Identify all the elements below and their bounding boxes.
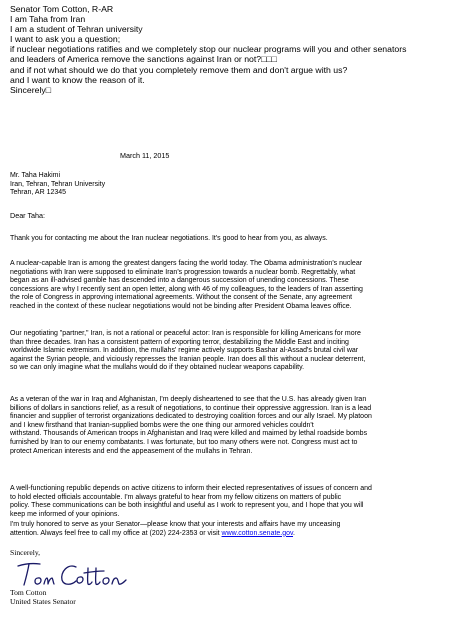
body-paragraph xyxy=(10,260,468,312)
incoming-line: and I want to know the reason of it. xyxy=(10,74,145,85)
paragraph-line: policy. These communications can be both insightful and useful as I work to represent you, and I hope that you will xyxy=(10,502,364,510)
body-paragraph xyxy=(10,396,468,456)
signer-title: United States Senator xyxy=(10,597,76,607)
recipient-line: Mr. Taha Hakimi xyxy=(10,172,61,179)
body-paragraph xyxy=(10,485,468,519)
paragraph-line: withstand. Thousands of American troops in Afghanistan and Iraq were killed and maimed by lethal roadside bombs xyxy=(10,430,368,438)
paragraph-line: furnished by Iran to our enemy combatants. I was fortunate, but too many others were not. Congress must act to xyxy=(10,438,358,446)
paragraph-line: against the Syrian people, and viciously represses the Iranian people. Iran does all this without a nuclear deterrent, xyxy=(10,355,366,363)
paragraph-line: Our negotiating "partner," Iran, is not a rational or peaceful actor: Iran is responsible for killing Americans for more xyxy=(10,330,361,337)
incoming-line: I am Taha from Iran xyxy=(10,14,86,25)
paragraph-line: financier and supplier of terrorist organizations dedicated to destroying coalition forces and our ally Israel. My platoon xyxy=(10,413,372,421)
recipient-line: Iran, Tehran, Tehran University xyxy=(10,180,106,188)
paragraph-line: reached in the context of these nuclear negotiations would not be binding after President Obama leaves office. xyxy=(10,302,352,310)
recipient-line: Tehran, AR 12345 xyxy=(10,189,67,197)
handwritten-signature xyxy=(14,558,134,590)
signer-name: Tom Cotton xyxy=(10,588,47,597)
incoming-line: and leaders of America remove the sanctions against Iran or not?□□□ xyxy=(10,54,277,65)
paragraph-line: billions of dollars in sanctions relief, as a result of negotiations, to continue their oppressive aggression. Iran is a lead xyxy=(10,404,372,412)
paragraph-line: A well-functioning republic depends on active citizens to inform their elected representatives of issues of concern and xyxy=(10,485,372,492)
paragraph-line: than three decades. Iran has a consistent pattern of exporting terror, destabilizing the Middle East and inciting xyxy=(10,338,349,346)
incoming-letter xyxy=(10,4,468,95)
paragraph-line: As a veteran of the war in Iraq and Afghanistan, I'm deeply disheartened to see that the U.S. has already given Iran xyxy=(10,396,367,403)
paragraph-line: A nuclear-capable Iran is among the greatest dangers facing the world today. The Obama administration's nuclear xyxy=(10,260,363,267)
paragraph-line: the role of Congress in approving international agreements. Without the consent of the Senate, any agreement xyxy=(10,294,353,302)
paragraph-line: keep me informed of your opinions. xyxy=(10,510,120,518)
recipient-address xyxy=(10,172,468,198)
paragraph-line: I'm truly honored to serve as your Senator—please know that your interests and affairs have my unceasing xyxy=(10,521,341,528)
incoming-line: and if not what should we do that you completely remove them and don't argue with us? xyxy=(10,64,348,75)
contact-text-end: . xyxy=(293,529,295,537)
incoming-line: I want to ask you a question; xyxy=(10,34,121,45)
incoming-line: if nuclear negotiations ratifies and we completely stop our nuclear programs will you and other senators xyxy=(10,44,407,55)
paragraph-line: and I knew firsthand that Iranian-supplied bombs were the one thing our armored vehicles couldn't xyxy=(10,421,314,429)
salutation: Dear Taha: xyxy=(10,211,46,220)
body-paragraph xyxy=(10,330,468,373)
paragraph-line: negotiations with Iran were supposed to eliminate Iran's progression towards a nuclear bomb. Regrettably, what xyxy=(10,268,356,276)
incoming-line: Senator Tom Cotton, R-AR xyxy=(10,4,114,14)
paragraph-line: Thank you for contacting me about the Iran nuclear negotiations. It's good to hear from you, as always. xyxy=(10,235,328,242)
senate-website-link[interactable]: www.cotton.senate.gov xyxy=(221,529,294,537)
paragraph-line: so we can only imagine what the mullahs would do if they obtained nuclear weapons capability. xyxy=(10,364,305,372)
letter-date: March 11, 2015 xyxy=(120,151,170,160)
paragraph-line: worldwide Islamic extremism. In addition, the mullahs' regime actively supports Bashar al-Assad's brutal civil war xyxy=(10,347,359,355)
paragraph-line: protect American interests and end the appeasement of the mullahs in Tehran. xyxy=(10,447,253,455)
body-paragraph xyxy=(10,235,468,244)
contact-text: attention. Always feel free to call my office at (202) 224-2353 or visit xyxy=(10,529,222,537)
closing: Sincerely, xyxy=(10,548,41,557)
paragraph-line xyxy=(10,530,468,539)
paragraph-line: began as an ill-advised gamble has descended into a dangerous succession of unending concessions. These xyxy=(10,277,349,285)
paragraph-line: concessions are why I recently sent an open letter, along with 46 of my colleagues, to the leaders of Iran asserting xyxy=(10,285,363,293)
signer-block xyxy=(10,588,76,606)
final-paragraph xyxy=(10,521,468,538)
incoming-line: Sincerely□ xyxy=(10,84,51,95)
incoming-line: I am a student of Tehran university xyxy=(10,24,143,35)
paragraph-line: to hold elected officials accountable. I'm always grateful to hear from my fellow citizens on matters of public xyxy=(10,493,342,501)
